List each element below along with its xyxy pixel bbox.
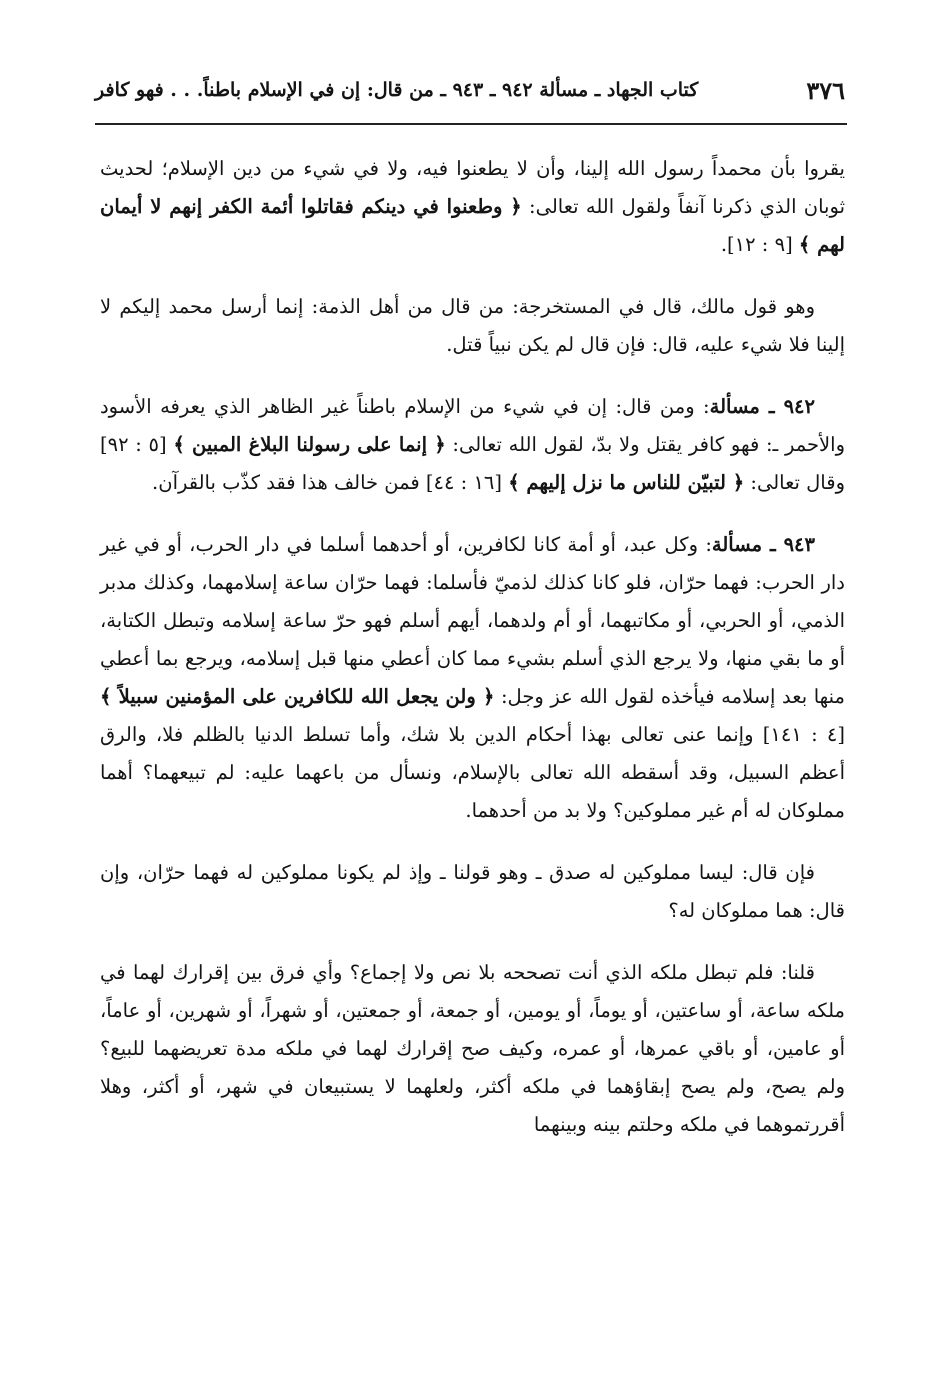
issue-heading: ٩٤٣ ـ مسألة xyxy=(711,533,815,556)
quran-verse: ﴿ وطعنوا في دينكم فقاتلوا أئمة الكفر إنهم لا أيمان لهم ﴾ xyxy=(100,195,845,256)
text-run: : ومن قال: إن في شيء من الإسلام باطناً غير الظاهر الذي يعرفه الأسود والأحمر ـ: فهو كافر يقتل ولا بدّ، لقول الله تعالى: xyxy=(100,395,846,456)
paragraph xyxy=(100,288,845,364)
header-rule xyxy=(95,123,847,125)
page-number: ٣٧٦ xyxy=(806,75,845,105)
page-header xyxy=(95,70,845,110)
verse-reference: [٩ : ١٢]. xyxy=(720,233,799,256)
quran-verse: ﴿ لتبيّن للناس ما نزل إليهم ﴾ xyxy=(508,471,745,494)
text-run: قلنا: فلم تبطل ملكه الذي أنت تصححه بلا نص ولا إجماع؟ وأي فرق بين إقرارك لهما في ملكه ساعة، أو ساعتين، أو يوماً، أو يومين، أو جمعة، أو جمعتين، أو شهراً، أو شهرين، أو عاماً، أو عامين، أو باقي عمرها، أو عمره، وكيف صح إقرارك لهما في ملكه مدة تعريضهما للبيع؟ ولم يصح، ولم يصح إبقاؤهما في ملكه أكثر، ولعلهما لا يستبيعان في شهر، أو أكثر، وهلا أقررتموهما في ملكه وحلتم بينه وبينهما xyxy=(100,961,845,1136)
verse-reference: [٤ : ١٤١] وإنما عنى تعالى بهذا أحكام الدين بلا شك، وأما تسلط الدنيا بالظلم فلا، والرق أعظم السبيل، وقد أسقطه الله تعالى بالإسلام، ونسأل من باعهما عليه: لم تبيعهما؟ أهما مملوكان له أم غير مملوكين؟ ولا بد من أحدهما. xyxy=(100,723,846,822)
verse-reference: [١٦ : ٤٤] فمن خالف هذا فقد كذّب بالقرآن. xyxy=(152,471,509,494)
running-head: كتاب الجهاد ـ مسألة ٩٤٢ ـ ٩٤٣ ـ من قال: إن في الإسلام باطناً. . . فهو كافر xyxy=(95,79,699,101)
paragraph xyxy=(100,954,845,1144)
paragraph xyxy=(100,854,845,930)
text-run: وهو قول مالك، قال في المستخرجة: من قال من أهل الذمة: إنما أرسل محمد إليكم لا إلينا فلا شيء عليه، قال: فإن قال لم يكن نبياً قتل. xyxy=(100,295,845,356)
text-run: يقروا بأن محمداً رسول الله إلينا، وأن لا يطعنوا فيه، ولا في شيء من دين الإسلام؛ لحديث ثوبان الذي ذكرنا آنفاً ولقول الله تعالى: xyxy=(100,157,845,218)
text-run: : وكل عبد، أو أمة كانا لكافرين، أو أحدهما أسلما في دار الحرب، أو في غير دار الحرب: فهما حرّان، فلو كانا كذلك لذميّ فأسلما: فهما حرّان ساعة إسلامهما، وكذلك مدبر الذمي، أو الحربي، أو مكاتبهما، أو أم ولدهما، أيهم أسلم فهو حرّ ساعة إسلامه وتبطل الكتابة، أو ما بقي منها، ولا يرجع الذي أسلم بشيء مما كان أعطي منها قبل إسلامه، ويرجع بما أعطي منها بعد إسلامه فيأخذه لقول الله عز وجل: xyxy=(100,533,845,708)
quran-verse: ﴿ ولن يجعل الله للكافرين على المؤمنين سبيلاً ﴾ xyxy=(100,685,495,708)
text-run: فإن قال: ليسا مملوكين له صدق ـ وهو قولنا ـ وإذ لم يكونا مملوكين له فهما حرّان، وإن قال: هما مملوكان له؟ xyxy=(100,861,845,922)
body-text xyxy=(100,150,845,1168)
quran-verse: ﴿ إنما على رسولنا البلاغ المبين ﴾ xyxy=(173,433,446,456)
paragraph xyxy=(100,388,845,502)
paragraph xyxy=(100,150,845,264)
issue-heading: ٩٤٢ ـ مسألة xyxy=(709,395,815,418)
paragraph xyxy=(100,526,845,830)
verse-reference: [٥ : ٩٢] وقال تعالى: xyxy=(100,433,845,494)
